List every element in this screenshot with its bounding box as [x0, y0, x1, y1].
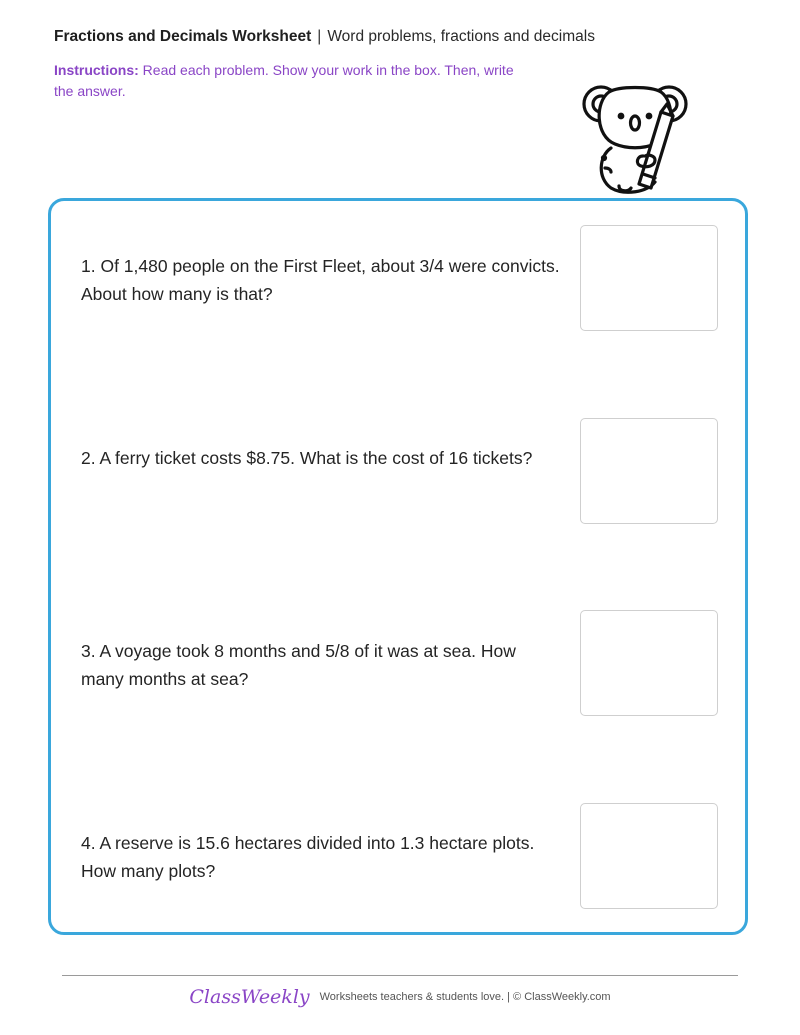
answer-box-4[interactable]	[580, 803, 718, 909]
problem-4-text: 4. A reserve is 15.6 hectares divided into 1.3 hectare plots. How many plots?	[81, 833, 535, 881]
instructions-text: Read each problem. Show your work in the box. Then, write the answer.	[54, 62, 514, 99]
answer-box-2[interactable]	[580, 418, 718, 524]
footer-brand-logo: ClassWeekly	[189, 986, 310, 1008]
instructions-label: Instructions:	[54, 62, 139, 78]
footer-divider	[62, 975, 738, 976]
worksheet-title: Fractions and Decimals Worksheet	[54, 28, 312, 45]
worksheet-subtitle: Word problems, fractions and decimals	[327, 28, 595, 45]
problem-3-text: 3. A voyage took 8 months and 5/8 of it was at sea. How many months at sea?	[81, 641, 516, 689]
answer-box-3[interactable]	[580, 610, 718, 716]
koala-with-pencil-icon	[575, 78, 693, 196]
instructions	[54, 60, 534, 102]
problem-2-text: 2. A ferry ticket costs $8.75. What is the cost of 16 tickets?	[81, 448, 533, 468]
answer-box-1[interactable]	[580, 225, 718, 331]
problem-1-text: 1. Of 1,480 people on the First Fleet, about 3/4 were convicts. About how many is that?	[81, 256, 560, 304]
footer	[0, 986, 800, 1008]
header-separator: |	[317, 28, 322, 45]
worksheet-header	[54, 28, 595, 46]
footer-tagline: Worksheets teachers & students love. | © ClassWeekly.com	[319, 991, 611, 1003]
